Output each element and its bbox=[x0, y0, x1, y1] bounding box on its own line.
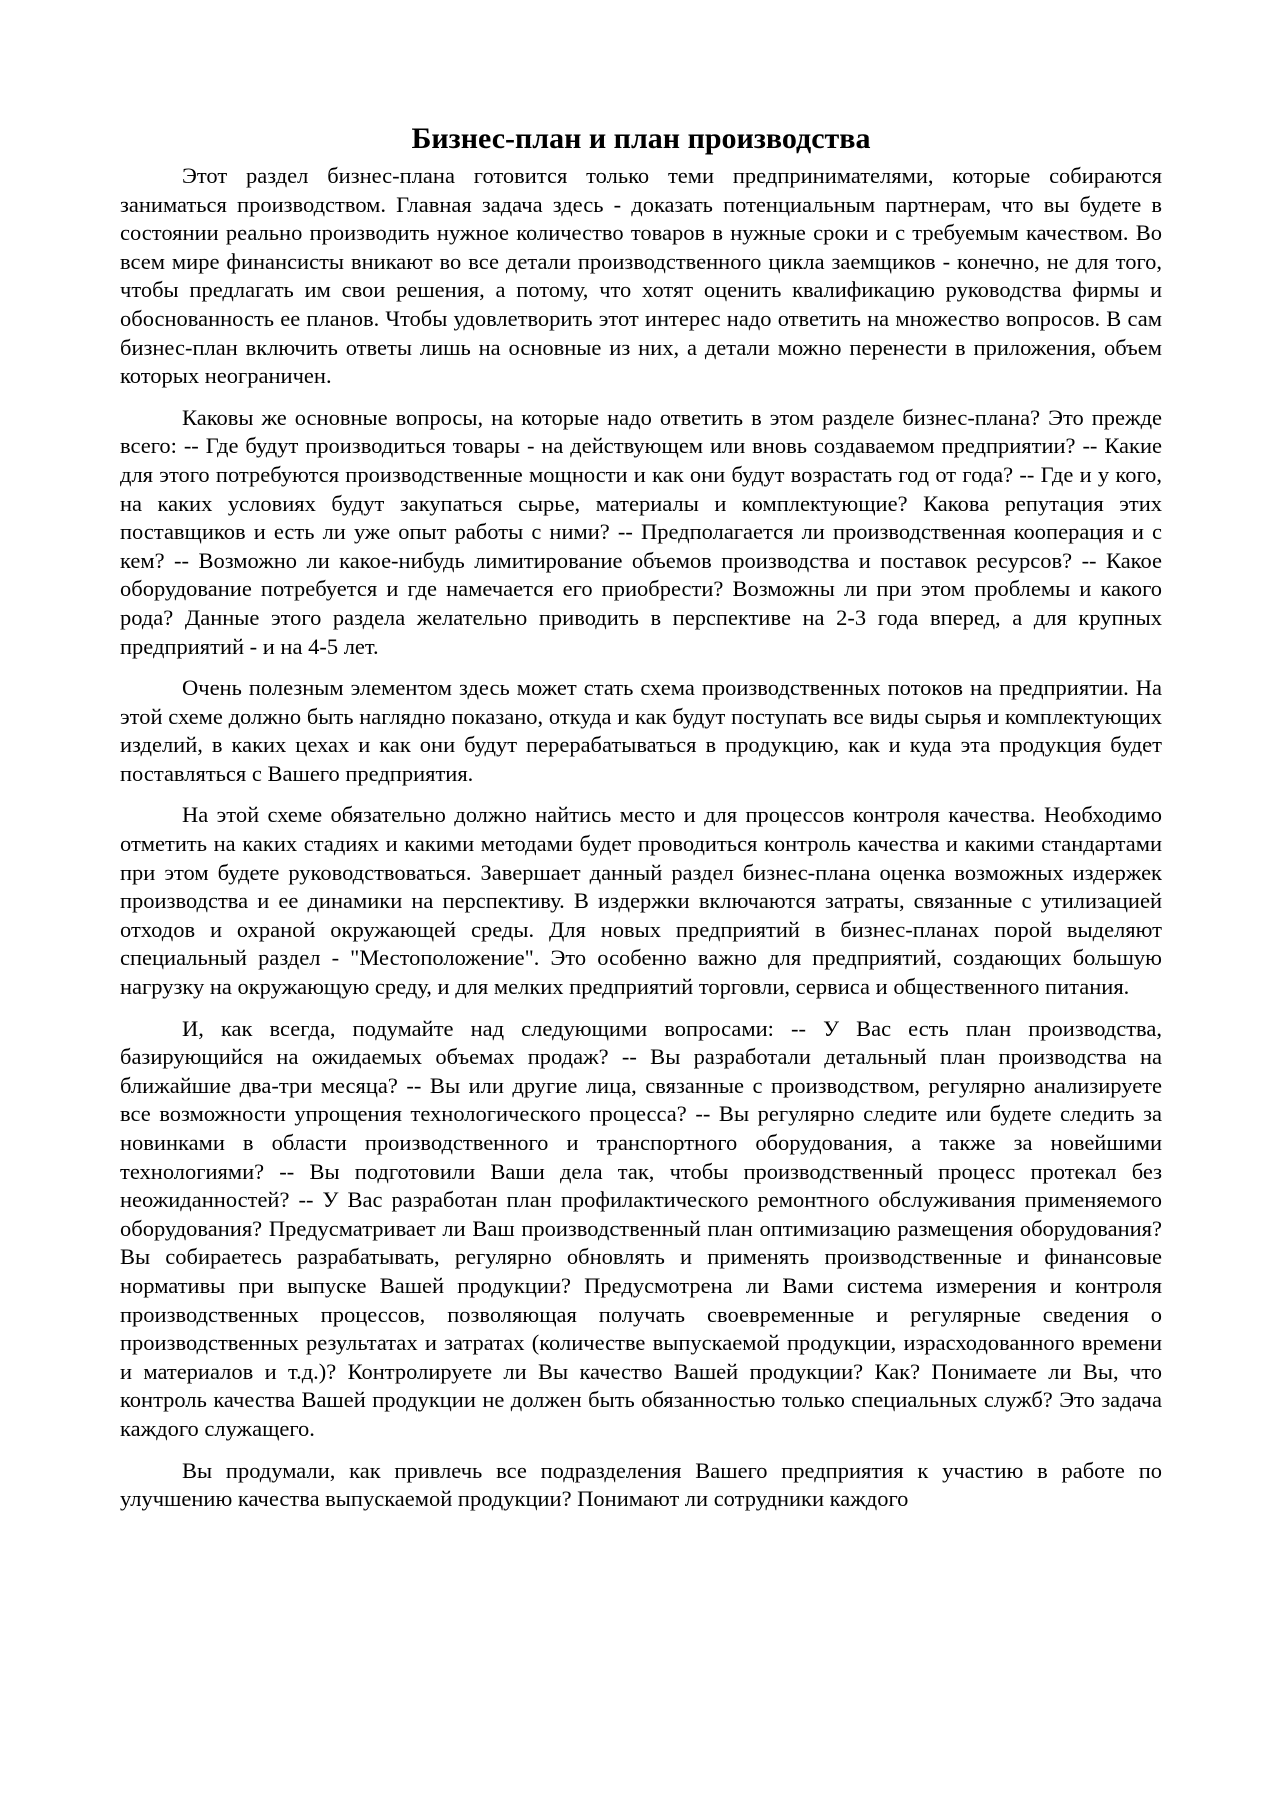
paragraph-6: Вы продумали, как привлечь все подразделения Вашего предприятия к участию в работе по улучшению качества выпускаемой продукции? Понимают ли сотрудники каждого bbox=[120, 1457, 1162, 1512]
paragraph-5: И, как всегда, подумайте над следующими вопросами: -- У Вас есть план производства, базирующийся на ожидаемых объемах продаж? -- Вы разработали детальный план производства на ближайшие два-три месяца? -- Вы или другие лица, связанные с производством, регулярно анализируете все возможности упрощения технологического процесса? -- Вы регулярно следите или будете следить за новинками в области производственного и транспортного оборудования, а также за новейшими технологиями? -- Вы подготовили Ваши дела так, чтобы производственный процесс протекал без неожиданностей? -- У Вас разработан план профилактического ремонтного обслуживания применяемого оборудования? Предусматривает ли Ваш производственный план оптимизацию размещения оборудования? Вы собираетесь разрабатывать, регулярно обновлять и применять производственные и финансовые нормативы при выпуске Вашей продукции? Предусмотрена ли Вами система измерения и контроля производственных процессов, позволяющая получать своевременные и регулярные сведения о производственных результатах и затратах (количестве выпускаемой продукции, израсходованного времени и материалов и т.д.)? Контролируете ли Вы качество Вашей продукции? Как? Понимаете ли Вы, что контроль качества Вашей продукции не должен быть обязанностью только специальных служб? Это задача каждого служащего. bbox=[120, 1015, 1162, 1441]
paragraph-1: Этот раздел бизнес-плана готовится только теми предпринимателями, которые собираются заниматься производством. Главная задача здесь - доказать потенциальным партнерам, что вы будете в состоянии реально производить нужное количество товаров в нужные сроки и с требуемым качеством. Во всем мире финансисты вникают во все детали производственного цикла заемщиков - конечно, не для того, чтобы предлагать им свои решения, а потому, что хотят оценить квалификацию руководства фирмы и обоснованность ее планов. Чтобы удовлетворить этот интерес надо ответить на множество вопросов. В сам бизнес-план включить ответы лишь на основные из них, а детали можно перенести в приложения, объем которых неограничен. bbox=[120, 163, 1162, 389]
document-title: Бизнес-план и план производства bbox=[411, 122, 871, 155]
document-page bbox=[120, 120, 1162, 1514]
paragraph-2: Каковы же основные вопросы, на которые надо ответить в этом разделе бизнес-плана? Это прежде всего: -- Где будут производиться товары - на действующем или вновь создаваемом предприятии? -- Какие для этого потребуются производственные мощности и как они будут возрастать год от года? -- Где и у кого, на каких условиях будут закупаться сырье, материалы и комплектующие? Какова репутация этих поставщиков и есть ли уже опыт работы с ними? -- Предполагается ли производственная кооперация и с кем? -- Возможно ли какое-нибудь лимитирование объемов производства и поставок ресурсов? -- Какое оборудование потребуется и где намечается его приобрести? Возможны ли при этом проблемы и какого рода? Данные этого раздела желательно приводить в перспективе на 2-3 года вперед, а для крупных предприятий - и на 4-5 лет. bbox=[120, 404, 1162, 659]
paragraph-4: На этой схеме обязательно должно найтись место и для процессов контроля качества. Необходимо отметить на каких стадиях и какими методами будет проводиться контроль качества и какими стандартами при этом будете руководствоваться. Завершает данный раздел бизнес-плана оценка возможных издержек производства и ее динамики на перспективу. В издержки включаются затраты, связанные с утилизацией отходов и охраной окружающей среды. Для новых предприятий в бизнес-планах порой выделяют специальный раздел - "Местоположение". Это особенно важно для предприятий, создающих большую нагрузку на окружающую среду, и для мелких предприятий торговли, сервиса и общественного питания. bbox=[120, 802, 1162, 1000]
paragraph-3: Очень полезным элементом здесь может стать схема производственных потоков на предприятии. На этой схеме должно быть наглядно показано, откуда и как будут поступать все виды сырья и комплектующих изделий, в каких цехах и как они будут перерабатываться в продукцию, как и куда эта продукция будет поставляться с Вашего предприятия. bbox=[120, 675, 1162, 786]
